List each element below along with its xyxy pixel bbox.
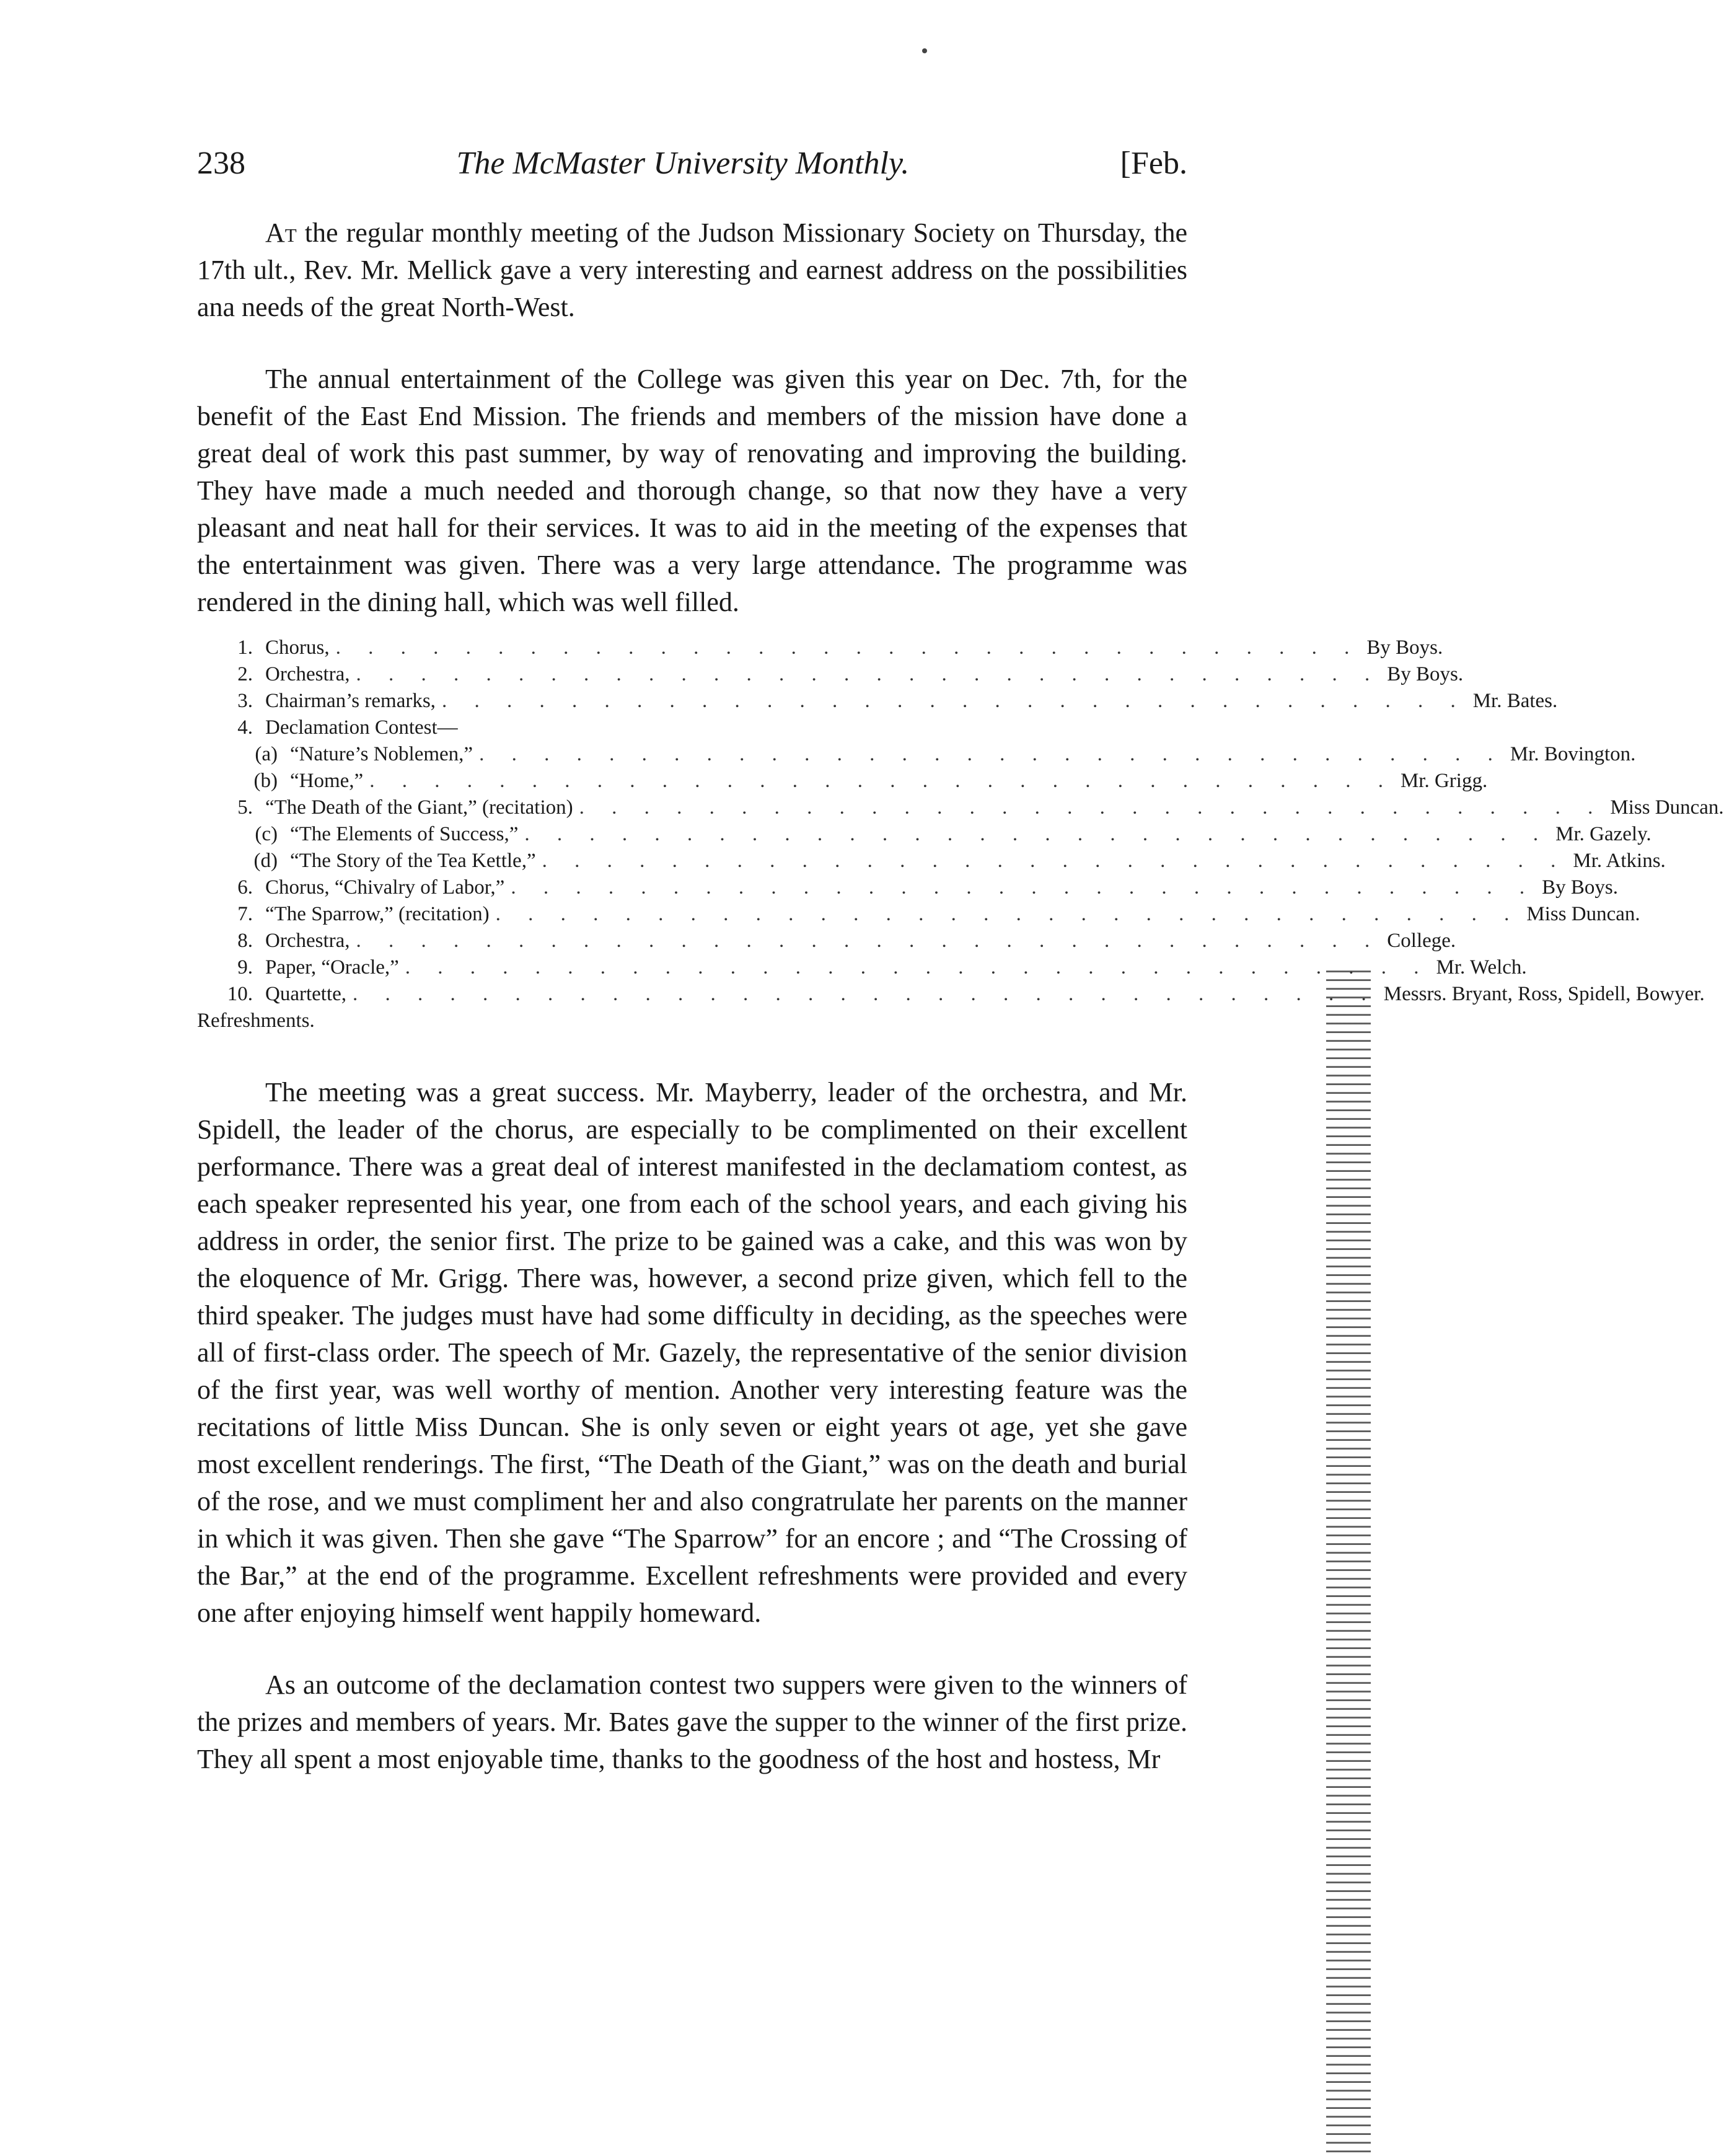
programme-item-number: 10. [227,983,253,1005]
programme-item-performer: By Boys. [1366,636,1443,659]
programme-item-title: Chorus, [265,636,330,659]
paragraph-text: the regular monthly meeting of the Judson Missionary Society on Thursday, the 17th ult., Rev. Mr. Mellick gave a very interesting and earnest address on the possibilities ana needs of the great North-West. [197,218,1187,322]
programme-item-performer: Mr. Welch. [1436,956,1527,979]
programme-item [197,821,1651,848]
paragraph-missionary-society [197,214,1187,326]
programme-item-number: 3. [237,690,253,712]
programme-item [197,794,1724,821]
programme-leader-dots: . . . . . . . . . . . . . . . . . . . . . . . . . . . . . . . . [511,876,1536,899]
programme-item-title: Orchestra, [265,930,350,952]
programme-item-title: “Home,” [290,770,364,792]
running-head [197,144,1187,183]
programme-item-number: 7. [237,903,253,925]
issue-month: [Feb. [1120,146,1187,181]
programme-item-performer: Messrs. Bryant, Ross, Spidell, Bowyer. [1383,983,1705,1005]
programme-item-number: 8. [237,930,253,952]
programme-item [197,661,1464,688]
programme-leader-dots: . . . . . . . . . . . . . . . . . . . . . . . . . . . . . . . . [405,956,1430,979]
programme-item-performer: By Boys. [1542,876,1618,899]
programme-leader-dots: . . . . . . . . . . . . . . . . . . . . . . . . . . . . . . . . [353,983,1378,1005]
programme-item-performer: Mr. Atkins. [1573,850,1666,872]
paragraph-meeting-success: The meeting was a great success. Mr. Mayberry, leader of the orchestra, and Mr. Spidell, the leader of the chorus, are especially to be complimented on their excellent performance. There was a great deal of interest manifested in the declamatiom contest, as each speaker represented his year, one from each of the school years, and each giving his address in order, the senior first. The prize to be gained was a cake, and this was won by the eloquence of Mr. Grigg. There was, however, a second prize given, which fell to the third speaker. The judges must have had some difficulty in deciding, as the speeches were all of first-class order. The speech of Mr. Gazely, the representative of the senior division of the first year, was well worthy of mention. Another very interesting feature was the recitations of little Miss Duncan. She is only seven or eight years ot age, yet she gave most excellent renderings. The first, “The Death of the Giant,” was on the death and burial of the rose, and we must compliment her and also congratrulate her parents on the manner in which it was given. Then she gave “The Sparrow” for an encore ; and “The Crossing of the Bar,” at the end of the programme. Excellent refreshments were provided and every one after enjoying himself went happily homeward. [197,1077,1187,1628]
programme-leader-dots: . . . . . . . . . . . . . . . . . . . . . . . . . . . . . . . . [356,663,1381,685]
programme-leader-dots: . . . . . . . . . . . . . . . . . . . . . . . . . . . . . . . . [369,770,1394,792]
paragraph-declamation-suppers: As an outcome of the declamation contest two suppers were given to the winners of the prizes and members of years. Mr. Bates gave the supper to the winner of the first prize. They all spent a most enjoyable time, thanks to the goodness of the host and hostess, Mr [197,1670,1187,1774]
programme-list [197,635,1724,1034]
programme-item-performer: By Boys. [1387,663,1464,685]
programme-item [197,635,1443,661]
programme-item-title: Chairman’s remarks, [265,690,436,712]
programme-item-title: “Nature’s Noblemen,” [290,743,473,765]
programme-item [197,848,1666,874]
programme-leader-dots: . . . . . . . . . . . . . . . . . . . . . . . . . . . . . . . . [542,850,1567,872]
programme-item-performer: Miss Duncan. [1610,796,1724,819]
programme-item-title: “The Elements of Success,” [290,823,519,845]
programme-item-number: 2. [237,663,253,685]
programme-leader-dots: . . . . . . . . . . . . . . . . . . . . . . . . . . . . . . . . [335,636,1361,659]
paragraph-annual-entertainment: The annual entertainment of the College was given this year on Dec. 7th, for the benefit of the East End Mission. The friends and members of the mission have done a great deal of work this past summer, by way of renovating and improving the building. They have made a much needed and thorough change, so that now they have a very pleasant and neat hall for their services. It was to aid in the meeting of the expenses that the entertainment was given. There was a very large attendance. The programme was rendered in the dining hall, which was well filled. [197,364,1187,617]
programme-item-performer: Mr. Gazely. [1555,823,1651,845]
scan-speck [922,48,927,53]
programme-leader-dots: . . . . . . . . . . . . . . . . . . . . . . . . . . . . . . . . [579,796,1604,819]
programme-item-performer: Miss Duncan. [1526,903,1640,925]
programme-item-number: 6. [237,876,253,899]
programme-item-performer: Mr. Bates. [1472,690,1558,712]
programme-item [197,954,1527,981]
programme-item-title: Chorus, “Chivalry of Labor,” [265,876,505,899]
programme-item-performer: Mr. Grigg. [1400,770,1488,792]
programme-item-title: Orchestra, [265,663,350,685]
programme-leader-dots: . . . . . . . . . . . . . . . . . . . . . . . . . . . . . . . . [495,903,1521,925]
programme-item-title: “The Story of the Tea Kettle,” [290,850,536,872]
programme-item-number: (a) [255,743,278,765]
programme-item [197,928,1456,954]
programme-item [197,981,1705,1008]
journal-title: The McMaster University Monthly. [456,146,910,181]
programme-item-title: Quartette, [265,983,347,1005]
programme-leader-dots: . . . . . . . . . . . . . . . . . . . . . . . . . . . . . . . . [356,930,1381,952]
programme-item [197,741,1636,768]
programme-item-title: Declamation Contest— [265,716,458,739]
document-page [197,144,1724,1778]
programme-item-number: (b) [253,770,278,792]
programme-closing: Refreshments. [197,1010,315,1032]
programme-item [197,768,1488,794]
programme-item-title: “The Death of the Giant,” (recitation) [265,796,573,819]
programme-leader-dots: . . . . . . . . . . . . . . . . . . . . . . . . . . . . . . . . [479,743,1504,765]
programme-item [197,874,1618,901]
programme-item [197,715,1187,741]
programme-item-number: 1. [237,636,253,659]
programme-item-number: (c) [255,823,278,845]
programme-item-title: “The Sparrow,” (recitation) [265,903,490,925]
programme-item [197,688,1558,715]
programme-item-number: 4. [237,716,253,739]
programme-item-number: 9. [237,956,253,979]
programme-item-performer: Mr. Bovington. [1510,743,1636,765]
programme-leader-dots: . . . . . . . . . . . . . . . . . . . . . . . . . . . . . . . . [524,823,1550,845]
page-number: 238 [197,146,245,181]
paragraph-lead-word: At [265,218,297,248]
programme-item-title: Paper, “Oracle,” [265,956,399,979]
programme-item [197,901,1640,928]
programme-leader-dots: . . . . . . . . . . . . . . . . . . . . . . . . . . . . . . . . [441,690,1467,712]
scan-page-edge [1326,967,1371,2156]
programme-item-performer: College. [1387,930,1456,952]
programme-item-number: (d) [253,850,278,872]
programme-item-number: 5. [237,796,253,819]
